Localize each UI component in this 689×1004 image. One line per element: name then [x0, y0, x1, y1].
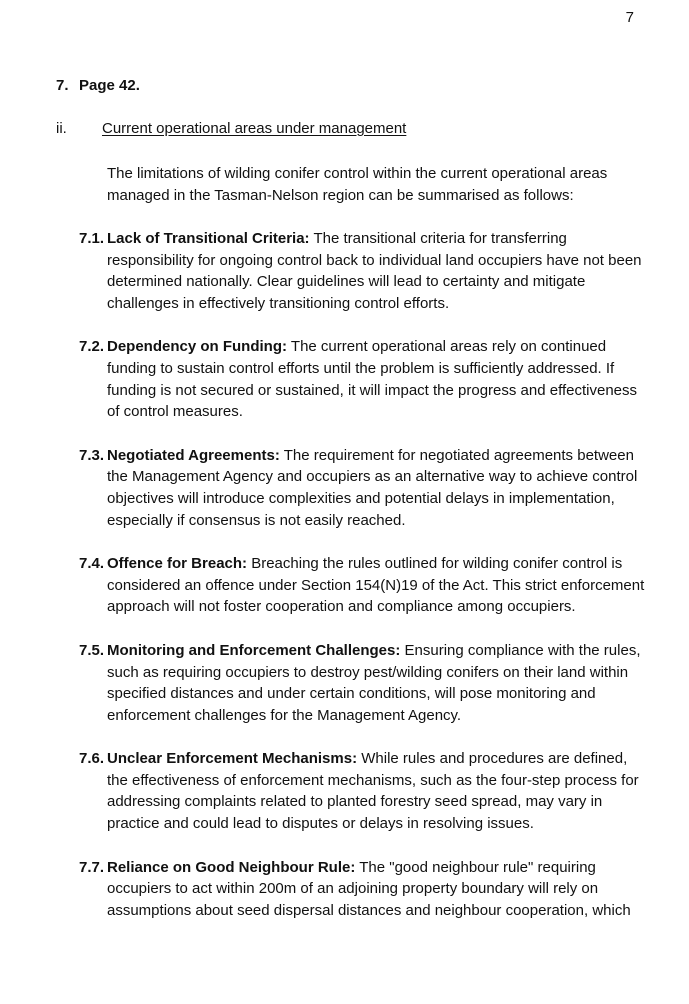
item-number: 7.4. [79, 555, 105, 573]
subsection-roman-numeral: ii. [56, 120, 67, 137]
list-item [79, 748, 649, 834]
item-number: 7.5. [79, 641, 105, 659]
item-title: Offence for Breach: [107, 555, 248, 573]
item-title: Dependency on Funding: [107, 338, 287, 356]
item-number: 7.2. [79, 338, 105, 356]
item-text: Breaching the rules outlined for wilding conifer control is considered an offence under Section 154(N)19 of the Act. This strict enforcement approach will not foster cooperation and compliance among occupiers. [107, 555, 645, 616]
item-title: Unclear Enforcement Mechanisms: [107, 750, 358, 768]
list-item [79, 857, 649, 922]
list-item [79, 336, 649, 422]
subsection-heading [56, 120, 406, 137]
item-title: Lack of Transitional Criteria: [107, 230, 310, 247]
intro-paragraph: The limitations of wilding conifer control within the current operational areas managed in the Tasman-Nelson region can be summarised as follows: [107, 165, 608, 204]
item-text: The current operational areas rely on continued funding to sustain control efforts until the problem is sufficiently addressed. If funding is not secured or sustained, it will impact the progress and effectiveness of control measures. [107, 338, 638, 421]
limitations-list [79, 228, 649, 943]
list-item [79, 640, 649, 726]
list-item [79, 228, 649, 314]
item-title: Negotiated Agreements: [107, 446, 280, 464]
item-text: The "good neighbour rule" requiring occupiers to act within 200m of an adjoining property boundary will rely on assumptions about seed dispersal distances and neighbour cooperation, which [107, 858, 631, 919]
section-heading-text: Page 42. [79, 77, 140, 94]
item-text: The requirement for negotiated agreements between the Management Agency and occupiers as an alternative way to achieve control objectives will introduce complexities and potential delays in implementation, especially if consensus is not easily reached. [107, 446, 638, 529]
item-text: The transitional criteria for transferring responsibility for ongoing control back to individual land occupiers have not been determined nationally. Clear guidelines will lead to certainty and mitigate challenges in effectively transitioning control efforts. [107, 230, 642, 312]
section-heading [56, 77, 140, 94]
item-number: 7.3. [79, 446, 105, 464]
item-text: While rules and procedures are defined, the effectiveness of enforcement mechanisms, such as the four-step process for addressing complaints related to planted forestry seed spread, may vary in practice and could lead to disputes or delays in resolving issues. [107, 750, 639, 833]
subsection-title: Current operational areas under management [102, 120, 407, 137]
item-number: 7.1. [79, 230, 105, 247]
list-item [79, 445, 649, 531]
section-heading-number: 7. [56, 77, 69, 94]
item-text: Ensuring compliance with the rules, such as requiring occupiers to destroy pest/wilding conifers on their land within specified distances and under certain conditions, will pose monitoring and enforcement challenges for the Management Agency. [107, 641, 641, 724]
item-number: 7.7. [79, 858, 105, 876]
list-item [79, 553, 649, 618]
item-title: Monitoring and Enforcement Challenges: [107, 641, 401, 659]
page-number: 7 [625, 9, 634, 26]
item-title: Reliance on Good Neighbour Rule: [107, 858, 356, 876]
item-number: 7.6. [79, 750, 105, 768]
